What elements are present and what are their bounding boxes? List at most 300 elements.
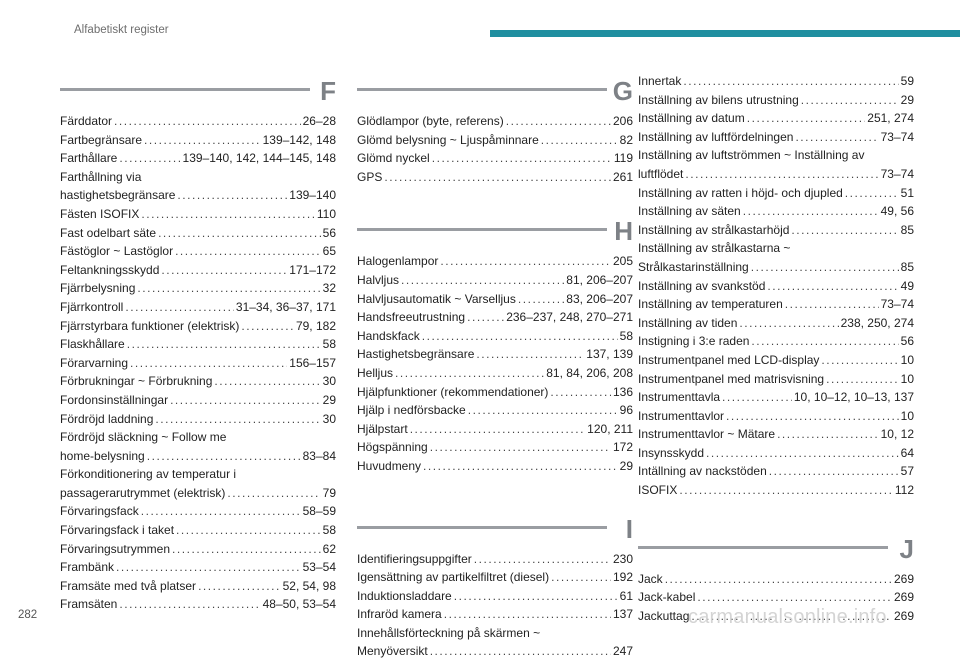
- entry-term: Inställning av bilens utrustning: [638, 91, 799, 110]
- dot-leader: [127, 335, 321, 354]
- entry-term: Fjärrkontroll: [60, 298, 123, 317]
- index-entry: [357, 308, 633, 327]
- entry-line: [638, 462, 914, 481]
- entry-term: Inställning av tiden: [638, 314, 737, 333]
- entry-term: luftflödet: [638, 165, 683, 184]
- entry-pages: 172: [613, 438, 633, 457]
- entry-line: [357, 345, 633, 364]
- entry-term: ISOFIX: [638, 481, 677, 500]
- entry-term: Huvudmeny: [357, 457, 421, 476]
- index-entry: [60, 224, 336, 243]
- entry-term: Glödlampor (byte, referens): [357, 112, 504, 131]
- dot-leader: [751, 258, 899, 277]
- index-entry: [357, 420, 633, 439]
- dot-leader: [198, 577, 281, 596]
- dot-leader: [685, 165, 878, 184]
- dot-leader: [550, 383, 611, 402]
- entry-lead-text: Farthållning via: [60, 168, 336, 187]
- index-entry: [357, 149, 633, 168]
- entry-pages: 49, 56: [881, 202, 914, 221]
- entry-line: [638, 570, 914, 589]
- entry-line: [60, 558, 336, 577]
- index-column-2: [357, 76, 633, 661]
- dot-leader: [158, 224, 321, 243]
- header-accent-bar: [490, 30, 960, 37]
- entry-term: Jack: [638, 570, 663, 589]
- entry-term: Intällning av nackstöden: [638, 462, 767, 481]
- entry-term: Färddator: [60, 112, 112, 131]
- index-entry: [638, 221, 914, 240]
- entry-line: [638, 588, 914, 607]
- dot-leader: [144, 131, 261, 150]
- entry-pages: 205: [613, 252, 633, 271]
- dot-leader: [826, 370, 899, 389]
- index-entry: [60, 317, 336, 336]
- entry-pages: 139–140, 142, 144–145, 148: [183, 149, 336, 168]
- index-entry: [638, 184, 914, 203]
- entry-line: [60, 242, 336, 261]
- entry-pages: 269: [894, 570, 914, 589]
- entry-lead-text: Inställning av luftströmmen ~ Inställning av: [638, 146, 914, 165]
- dot-leader: [432, 149, 612, 168]
- index-entry: [60, 168, 336, 205]
- index-entry: [638, 91, 914, 110]
- entry-term: Infraröd kamera: [357, 605, 442, 624]
- entry-pages: 81, 84, 206, 208: [546, 364, 633, 383]
- dot-leader: [147, 447, 301, 466]
- dot-leader: [541, 131, 618, 150]
- index-entry: [60, 131, 336, 150]
- index-entry: [357, 568, 633, 587]
- entry-line: [60, 577, 336, 596]
- entry-line: [357, 364, 633, 383]
- entry-term: Förarvarning: [60, 354, 128, 373]
- entry-term: Inställning av säten: [638, 202, 741, 221]
- entry-term: Helljus: [357, 364, 393, 383]
- entry-term: Identifieringsuppgifter: [357, 550, 472, 569]
- index-section: [638, 72, 914, 500]
- entry-term: Inställning av strålkastarhöjd: [638, 221, 789, 240]
- dot-leader: [214, 372, 320, 391]
- index-entry: [60, 410, 336, 429]
- entry-pages: 30: [323, 372, 336, 391]
- entry-term: Förvaringsfack: [60, 502, 139, 521]
- entry-line: [60, 540, 336, 559]
- entry-lead-text: Fördröjd släckning ~ Follow me: [60, 428, 336, 447]
- entry-line: [638, 444, 914, 463]
- index-entry: [60, 521, 336, 540]
- dot-leader: [137, 279, 320, 298]
- entry-line: [638, 109, 914, 128]
- entry-line: [638, 258, 914, 277]
- entry-term: passagerarutrymmet (elektrisk): [60, 484, 225, 503]
- index-section: [357, 514, 633, 661]
- entry-pages: 192: [613, 568, 633, 587]
- entry-pages: 10: [901, 370, 914, 389]
- entry-pages: 137: [613, 605, 633, 624]
- entry-pages: 29: [901, 91, 914, 110]
- dot-leader: [697, 588, 892, 607]
- entry-line: [638, 407, 914, 426]
- index-section: [357, 76, 633, 186]
- dot-leader: [801, 91, 899, 110]
- dot-leader: [410, 420, 585, 439]
- dot-leader: [777, 425, 879, 444]
- index-entry: [357, 438, 633, 457]
- entry-line: [357, 168, 633, 187]
- entry-pages: 83, 206–207: [566, 290, 633, 309]
- index-section: [357, 216, 633, 475]
- entry-line: [60, 484, 336, 503]
- entry-line: [60, 354, 336, 373]
- entry-line: [60, 279, 336, 298]
- index-entry: [60, 428, 336, 465]
- entry-term: Hastighetsbegränsare: [357, 345, 474, 364]
- entry-pages: 81, 206–207: [566, 271, 633, 290]
- entry-pages: 236–237, 248, 270–271: [506, 308, 633, 327]
- entry-pages: 110: [317, 205, 336, 224]
- entry-line: [638, 295, 914, 314]
- entry-line: [357, 327, 633, 346]
- entry-line: [60, 224, 336, 243]
- entry-term: Fjärrbelysning: [60, 279, 135, 298]
- dot-leader: [679, 481, 893, 500]
- entry-pages: 82: [620, 131, 633, 150]
- index-entry: [357, 624, 633, 661]
- dot-leader: [468, 401, 618, 420]
- index-entry: [357, 605, 633, 624]
- entry-term: Induktionsladdare: [357, 587, 452, 606]
- entry-term: Jackuttag: [638, 607, 689, 626]
- entry-lead-text: Förkonditionering av temperatur i: [60, 465, 336, 484]
- entry-pages: 10: [901, 407, 914, 426]
- dot-leader: [747, 109, 866, 128]
- dot-leader: [125, 298, 234, 317]
- entry-term: Fast odelbart säte: [60, 224, 156, 243]
- entry-term: Glömd belysning ~ Ljuspåminnare: [357, 131, 539, 150]
- dot-leader: [551, 568, 611, 587]
- index-entry: [357, 290, 633, 309]
- entry-term: Framsäten: [60, 595, 117, 614]
- entry-line: [357, 252, 633, 271]
- index-entry: [60, 261, 336, 280]
- index-entry: [357, 364, 633, 383]
- index-entry: [638, 332, 914, 351]
- index-entry: [638, 462, 914, 481]
- dot-leader: [683, 72, 898, 91]
- entry-line: [638, 184, 914, 203]
- entry-line: [357, 457, 633, 476]
- entry-pages: 119: [614, 149, 633, 168]
- index-entry: [638, 570, 914, 589]
- entry-pages: 137, 139: [586, 345, 633, 364]
- index-entry: [638, 351, 914, 370]
- entry-line: [638, 91, 914, 110]
- entry-term: home-belysning: [60, 447, 145, 466]
- dot-leader: [161, 261, 287, 280]
- entry-line: [60, 186, 336, 205]
- index-entry: [60, 298, 336, 317]
- dot-leader: [114, 112, 301, 131]
- section-rule: [357, 228, 607, 231]
- dot-leader: [172, 540, 321, 559]
- index-entry: [60, 391, 336, 410]
- index-entry: [638, 277, 914, 296]
- dot-leader: [384, 168, 611, 187]
- index-entry: [357, 112, 633, 131]
- entry-line: [638, 425, 914, 444]
- dot-leader: [430, 642, 611, 661]
- entry-line: [60, 298, 336, 317]
- entry-lead-text: Innehållsförteckning på skärmen ~: [357, 624, 633, 643]
- entry-term: Hjälpstart: [357, 420, 408, 439]
- index-entry: [357, 587, 633, 606]
- entry-line: [638, 277, 914, 296]
- index-entry: [60, 149, 336, 168]
- entry-term: Glömd nyckel: [357, 149, 430, 168]
- entry-line: [357, 438, 633, 457]
- index-entry: [638, 407, 914, 426]
- entry-term: Instrumenttavlor: [638, 407, 724, 426]
- entry-line: [357, 149, 633, 168]
- entry-term: Feltankningsskydd: [60, 261, 159, 280]
- entry-line: [60, 335, 336, 354]
- dot-leader: [791, 221, 898, 240]
- index-section: [60, 76, 336, 614]
- entry-line: [60, 317, 336, 336]
- entry-term: Fästen ISOFIX: [60, 205, 139, 224]
- entry-term: Fordonsinställningar: [60, 391, 168, 410]
- entry-term: Flaskhållare: [60, 335, 125, 354]
- dot-leader: [726, 407, 899, 426]
- entry-line: [357, 112, 633, 131]
- entry-pages: 247: [613, 642, 633, 661]
- entry-term: Instrumenttavlor ~ Mätare: [638, 425, 775, 444]
- index-entry: [638, 72, 914, 91]
- section-rule: [357, 88, 607, 91]
- entry-pages: 58: [620, 327, 633, 346]
- entry-line: [638, 128, 914, 147]
- index-entry: [60, 558, 336, 577]
- entry-pages: 56: [323, 224, 336, 243]
- entry-pages: 10, 12: [881, 425, 914, 444]
- dot-leader: [706, 444, 899, 463]
- entry-term: Halvljus: [357, 271, 399, 290]
- entry-pages: 73–74: [881, 165, 914, 184]
- dot-leader: [422, 327, 618, 346]
- entry-pages: 49: [901, 277, 914, 296]
- index-entry: [60, 279, 336, 298]
- entry-line: [60, 595, 336, 614]
- dot-leader: [130, 354, 287, 373]
- entry-line: [60, 372, 336, 391]
- index-entry: [60, 540, 336, 559]
- entry-pages: 96: [620, 401, 633, 420]
- index-column-3: [638, 72, 914, 625]
- index-entry: [60, 354, 336, 373]
- entry-pages: 51: [901, 184, 914, 203]
- section-letter: F: [320, 76, 336, 107]
- index-entry: [60, 595, 336, 614]
- index-entry: [638, 370, 914, 389]
- entry-line: [638, 202, 914, 221]
- entry-line: [60, 447, 336, 466]
- dot-leader: [821, 351, 898, 370]
- entry-pages: 251, 274: [867, 109, 914, 128]
- section-header: [357, 76, 633, 110]
- watermark: carmanualsonline.info: [688, 606, 887, 629]
- index-entry: [638, 109, 914, 128]
- entry-pages: 58: [323, 335, 336, 354]
- dot-leader: [227, 484, 320, 503]
- entry-line: [60, 149, 336, 168]
- index-entry: [60, 112, 336, 131]
- entry-pages: 73–74: [881, 295, 914, 314]
- entry-pages: 230: [613, 550, 633, 569]
- dot-leader: [739, 314, 838, 333]
- entry-line: [357, 642, 633, 661]
- entry-pages: 58–59: [303, 502, 336, 521]
- entry-term: hastighetsbegränsare: [60, 186, 175, 205]
- dot-leader: [785, 295, 879, 314]
- section-header: [638, 534, 914, 568]
- dot-leader: [743, 202, 879, 221]
- dot-leader: [401, 271, 564, 290]
- dot-leader: [795, 128, 878, 147]
- entry-pages: 206: [613, 112, 633, 131]
- entry-pages: 10, 10–12, 10–13, 137: [794, 388, 914, 407]
- page-number: 282: [18, 609, 37, 621]
- dot-leader: [767, 277, 898, 296]
- entry-pages: 269: [894, 607, 914, 626]
- entry-pages: 61: [620, 587, 633, 606]
- entry-pages: 53–54: [303, 558, 336, 577]
- dot-leader: [467, 308, 504, 327]
- entry-line: [60, 205, 336, 224]
- entry-pages: 79, 182: [296, 317, 336, 336]
- entry-line: [357, 131, 633, 150]
- index-entry: [638, 128, 914, 147]
- section-header: [60, 76, 336, 110]
- entry-term: Strålkastarinställning: [638, 258, 749, 277]
- entry-line: [60, 410, 336, 429]
- entry-line: [357, 550, 633, 569]
- entry-term: Innertak: [638, 72, 681, 91]
- section-letter: I: [626, 514, 633, 545]
- entry-term: Fördröjd laddning: [60, 410, 153, 429]
- dot-leader: [175, 242, 321, 261]
- entry-pages: 83–84: [303, 447, 336, 466]
- dot-leader: [751, 332, 898, 351]
- dot-leader: [395, 364, 544, 383]
- index-entry: [60, 242, 336, 261]
- entry-line: [357, 587, 633, 606]
- section-rule: [638, 546, 888, 549]
- entry-term: Halogenlampor: [357, 252, 438, 271]
- index-entry: [357, 252, 633, 271]
- entry-pages: 26–28: [303, 112, 336, 131]
- entry-line: [60, 261, 336, 280]
- entry-pages: 31–34, 36–37, 171: [236, 298, 336, 317]
- dot-leader: [423, 457, 618, 476]
- entry-term: Menyöversikt: [357, 642, 428, 661]
- index-entry: [638, 295, 914, 314]
- entry-pages: 171–172: [289, 261, 336, 280]
- entry-pages: 79: [323, 484, 336, 503]
- entry-term: Frambänk: [60, 558, 114, 577]
- entry-line: [638, 332, 914, 351]
- entry-term: Fartbegränsare: [60, 131, 142, 150]
- dot-leader: [119, 595, 260, 614]
- entry-term: Inställning av datum: [638, 109, 745, 128]
- index-entry: [60, 372, 336, 391]
- entry-line: [60, 502, 336, 521]
- entry-pages: 112: [895, 481, 914, 500]
- dot-leader: [722, 388, 792, 407]
- index-entry: [638, 146, 914, 183]
- section-header: [357, 216, 633, 250]
- entry-line: [357, 605, 633, 624]
- index-entry: [357, 327, 633, 346]
- entry-line: [638, 314, 914, 333]
- index-entry: [638, 425, 914, 444]
- index-entry: [357, 550, 633, 569]
- entry-term: Instigning i 3:e raden: [638, 332, 749, 351]
- index-entry: [638, 388, 914, 407]
- dot-leader: [141, 502, 301, 521]
- dot-leader: [170, 391, 321, 410]
- entry-line: [357, 568, 633, 587]
- index-entry: [638, 444, 914, 463]
- entry-pages: 73–74: [881, 128, 914, 147]
- section-header: [357, 514, 633, 548]
- dot-leader: [444, 605, 611, 624]
- entry-pages: 261: [613, 168, 633, 187]
- entry-line: [357, 290, 633, 309]
- entry-pages: 269: [894, 588, 914, 607]
- entry-line: [357, 308, 633, 327]
- entry-term: Handsfreeutrustning: [357, 308, 465, 327]
- dot-leader: [665, 570, 892, 589]
- entry-pages: 29: [323, 391, 336, 410]
- entry-term: GPS: [357, 168, 382, 187]
- entry-pages: 57: [901, 462, 914, 481]
- entry-term: Inställning av ratten i höjd- och djupled: [638, 184, 843, 203]
- index-entry: [357, 131, 633, 150]
- dot-leader: [141, 205, 315, 224]
- index-entry: [357, 168, 633, 187]
- entry-term: Hjälpfunktioner (rekommendationer): [357, 383, 548, 402]
- dot-leader: [440, 252, 611, 271]
- index-entry: [638, 202, 914, 221]
- entry-pages: 29: [620, 457, 633, 476]
- index-entry: [638, 588, 914, 607]
- entry-term: Inställning av temperaturen: [638, 295, 783, 314]
- entry-line: [357, 271, 633, 290]
- entry-pages: 10: [901, 351, 914, 370]
- entry-line: [357, 383, 633, 402]
- entry-line: [60, 131, 336, 150]
- entry-term: Jack-kabel: [638, 588, 695, 607]
- entry-term: Igensättning av partikelfiltret (diesel): [357, 568, 549, 587]
- section-letter: J: [900, 534, 914, 565]
- entry-line: [638, 351, 914, 370]
- index-entry: [638, 239, 914, 276]
- dot-leader: [177, 186, 287, 205]
- section-rule: [60, 88, 310, 91]
- entry-lead-text: Inställning av strålkastarna ~: [638, 239, 914, 258]
- dot-leader: [119, 149, 180, 168]
